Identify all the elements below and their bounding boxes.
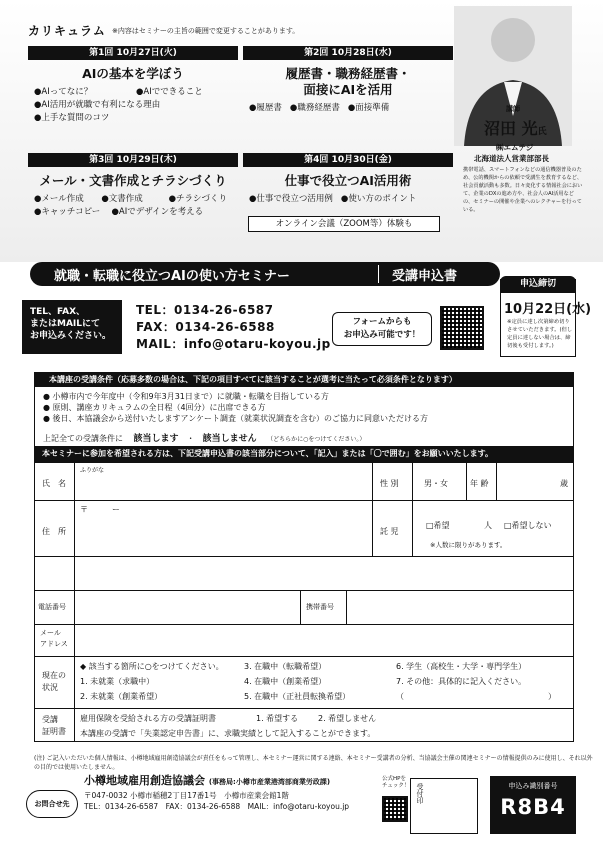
session-1-date: 第1回 10月27日(火) [28, 46, 238, 60]
nursery-want[interactable]: □希望 [426, 521, 450, 530]
lecturer-suffix: 氏 [537, 127, 547, 137]
application-id-label: 申込み識別番号 [508, 782, 558, 790]
lecturer-title: 北海道法人営業部部長 [474, 154, 549, 163]
contact-fax: FAX：0134-26-6588 [136, 320, 275, 334]
privacy-footnote: (注) ご記入いただいた個人情報は、小樽地域雇用創造協議会が責任をもって管理し、本セミナー運営に関する連絡、本セミナー受講者の分析、当協議会主催の関連セミナーの情報提供のみに使用し、それ以外の目的では使用いたしません。 [34, 755, 593, 771]
application-head: 本セミナーに参加を希望される方は、下記受講申込書の該当部分について、「記入」または「〇で囲む」をお願いいたします。 [34, 446, 574, 462]
banner-title: 就職・転職に役立つAIの使い方セミナー [54, 269, 290, 284]
session-4-title: 仕事で役立つAI活用術 [284, 173, 412, 188]
age-label: 年 齢 [470, 479, 489, 488]
conditions-answer-row [35, 431, 573, 444]
lecturer-name [484, 116, 547, 139]
session-3-item: ●メール作成 [34, 194, 84, 204]
hp-qr-label: 公式HPを チェック！ [382, 776, 410, 789]
curriculum-note: ※内容はセミナーの主旨の範囲で変更することがあります。 [112, 27, 300, 35]
conditions-head: 本講座の受講条件（応募多数の場合は、下記の項目すべてに該当することが選考に当たって必須条件となります） [35, 373, 573, 387]
phone-label: 電話番号 [38, 603, 66, 611]
reception-stamp-box [410, 778, 478, 834]
session-2-item: ●職務経歴書 [289, 103, 340, 113]
session-2 [243, 46, 453, 115]
certificate-label: 受講 証明書 [42, 715, 66, 736]
session-1-item: ●AI活用が就職で有利になる理由 [34, 100, 161, 110]
conditions-separator: ・ [186, 434, 195, 443]
postal-code-label: 〒 ー [80, 505, 120, 514]
conditions-answer-note: （どちらかに○をつけてください。） [267, 436, 366, 443]
nursery-none[interactable]: □希望しない [504, 521, 552, 530]
session-3-title: メール・文書作成とチラシづくり [39, 173, 227, 188]
session-2-item: ●面接準備 [347, 103, 390, 113]
homepage-qr-code-icon[interactable] [382, 796, 408, 822]
mobile-input[interactable] [352, 596, 566, 618]
form-callout-line1: フォームからも [352, 317, 412, 327]
session-3 [28, 153, 238, 219]
name-input[interactable] [92, 478, 362, 496]
condition-item: ● 後日、本協議会から送付いたしますアンケート調査（就業状況調査を含む）のご協力に同意いただける方 [43, 414, 429, 423]
session-4 [243, 153, 453, 206]
organization-address-line: 〒047-0032 小樽市稲穂2丁目17番1号 小樽市産業会館1階 [84, 791, 289, 800]
session-4-item: ●使い方のポイント [340, 194, 417, 204]
application-id-box [490, 776, 576, 834]
session-4-date: 第4回 10月30日(金) [243, 153, 453, 167]
conditions-answer-label: 上記全ての受講条件に [43, 434, 123, 443]
inquiry-label: お問合せ先 [26, 790, 78, 818]
reception-stamp-label: 受付印 [416, 783, 424, 804]
status-option-2[interactable]: 2. 未就業（創業希望） [80, 692, 163, 701]
email-label: メール アドレス [40, 629, 68, 648]
gender-label: 性 別 [380, 479, 399, 488]
session-3-item: ●文書作成 [101, 194, 143, 204]
conditions-no-option[interactable]: 該当しません [202, 434, 257, 444]
session-4-item: ●仕事で役立つ活用例 [249, 194, 333, 204]
contact-mail[interactable]: MAIL：info@otaru-koyou.jp [136, 337, 331, 351]
status-option-5[interactable]: 5. 在職中（正社員転換希望） [244, 692, 351, 701]
deadline-note: ※定員に達し次第締め切りさせていただきます。(但し定員に達しない場合は、締切後も受付します。) [507, 319, 573, 349]
contact-method-box: TEL、FAX、 またはMAILにて お申込みください。 [22, 300, 122, 354]
conditions-yes-option[interactable]: 該当します [133, 434, 179, 444]
name-label: 氏 名 [42, 479, 66, 488]
status-option-1[interactable]: 1. 未就業（求職中） [80, 677, 155, 686]
session-1 [28, 46, 238, 125]
session-1-item: ●AIでできること [136, 87, 203, 97]
nursery-note: ※人数に限りがあります。 [430, 541, 507, 549]
email-input[interactable] [80, 630, 566, 652]
age-unit: 歳 [560, 479, 568, 488]
organization-office: (事務局:小樽市産業港湾部商業労政課) [208, 778, 331, 786]
address-input[interactable] [80, 516, 368, 552]
conditions-box [34, 372, 574, 452]
address-label: 住 所 [42, 527, 66, 536]
lecturer-company: ㈱エムテジ [496, 143, 534, 152]
condition-item: ● 原則、講座カリキュラムの全日程（4回分）に出席できる方 [43, 403, 266, 412]
session-1-item: ●上手な質問のコツ [34, 113, 110, 123]
lecturer-bio: 携帯電話、スマートフォンなどの通信機器普及のため、公的機関からの依頼で受講生を教育するなど、社会貢献活動も多数。日々変化する情報社会において、企業のDXの進め方や、社会人のAI活用などの、セミナーの開催や企業へのレクチャーを行っている。 [463, 167, 583, 213]
session-2-date: 第2回 10月28日(水) [243, 46, 453, 60]
organization-title: 小樽地域雇用創造協議会 [84, 774, 205, 787]
condition-item: ● 小樽市内で今年度中（令和9年3月31日まで）に就職・転職を目指している方 [43, 392, 329, 401]
age-input[interactable] [500, 470, 560, 494]
certificate-no[interactable]: 2. 希望しません [318, 714, 377, 723]
session-3-item: ●キャッチコピー [34, 207, 101, 217]
banner-form-label: 受講申込書 [392, 269, 458, 284]
certificate-yes[interactable]: 1. 希望する [256, 714, 299, 723]
status-other-input[interactable]: （ ） [396, 692, 556, 701]
furigana-label: ふりがな [80, 467, 105, 474]
organization-contacts[interactable]: TEL：0134-26-6587 FAX：0134-26-6588 MAIL：info@otaru-koyou.jp [84, 802, 350, 811]
session-2-title: 履歴書・職務経歴書・ 面接にAIを活用 [285, 66, 411, 97]
seminar-banner [30, 262, 500, 286]
status-instruction: ◆ 該当する箇所に○をつけてください。 [80, 662, 224, 671]
mobile-label: 携帯番号 [306, 603, 334, 611]
session-1-title: AIの基本を学ぼう [82, 66, 184, 81]
certificate-note: 本講座の受講で「失業認定申告書」に、求職実績として記入することができます。 [80, 729, 376, 738]
organization-name [84, 772, 330, 788]
status-label: 現在の 状況 [42, 671, 66, 692]
session-3-item: ●AIでデザインを考える [111, 207, 204, 217]
certificate-text: 雇用保険を受給される方の受講証明書 [80, 714, 216, 723]
gender-options[interactable]: 男・女 [424, 479, 448, 488]
session-3-date: 第3回 10月29日(木) [28, 153, 238, 167]
status-option-6[interactable]: 6. 学生（高校生・大学・専門学生） [396, 662, 527, 671]
application-id-value: R8B4 [500, 795, 566, 819]
session-2-item: ●履歴書 [249, 103, 282, 113]
organization-address [84, 790, 349, 812]
status-option-7[interactable]: 7. その他：具体的に記入ください。 [396, 677, 527, 686]
status-option-3[interactable]: 3. 在職中（転職希望） [244, 662, 327, 671]
nursery-count: 人 [484, 521, 492, 530]
online-meeting-note: オンライン会議（ZOOM等）体験も [248, 216, 440, 232]
session-1-item: ●AIってなに？ [34, 87, 93, 97]
contact-lines [136, 302, 331, 353]
status-option-4[interactable]: 4. 在職中（創業希望） [244, 677, 327, 686]
phone-input[interactable] [80, 596, 294, 618]
deadline-date: 10月22日(水) [504, 302, 592, 317]
lecturer-name-text: 沼田 光 [484, 119, 538, 138]
curriculum-title: カリキュラム [28, 24, 106, 38]
session-3-item: ●チラシづくり [168, 194, 228, 204]
lecturer-label: 講師 [506, 105, 520, 113]
deadline-label: 申込締切 [500, 276, 576, 293]
nursery-label: 託 児 [380, 527, 399, 536]
contact-tel[interactable]: TEL：0134-26-6587 [136, 303, 274, 317]
form-qr-code-icon[interactable] [440, 306, 484, 350]
form-callout-line2: お申込み可能です！ [343, 330, 421, 340]
form-callout [332, 312, 432, 346]
banner-divider [378, 265, 379, 283]
